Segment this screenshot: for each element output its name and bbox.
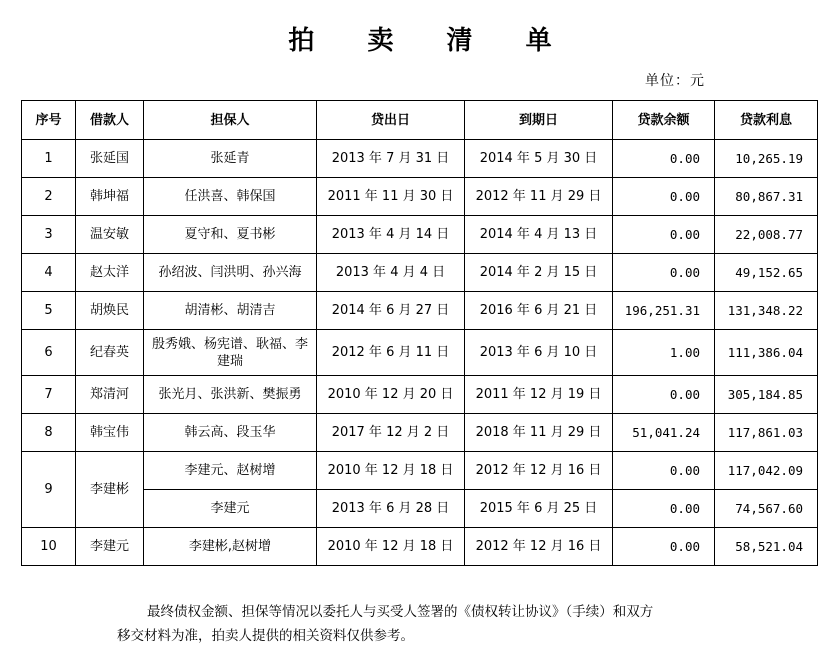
header-index: 序号 — [22, 101, 76, 140]
row-due-date: 2014 年 5 月 30 日 — [465, 140, 613, 178]
row-loan-date: 2010 年 12 月 20 日 — [317, 376, 465, 414]
table-row — [22, 528, 818, 566]
table-row — [22, 414, 818, 452]
table-row — [22, 330, 818, 376]
header-loan-date: 贷出日 — [317, 101, 465, 140]
header-due-date: 到期日 — [465, 101, 613, 140]
header-borrower: 借款人 — [76, 101, 144, 140]
row-due-date: 2012 年 12 月 16 日 — [465, 452, 613, 490]
row-balance: 0.00 — [613, 452, 715, 490]
row-loan-date: 2013 年 4 月 4 日 — [317, 254, 465, 292]
table-header-row — [22, 101, 818, 140]
header-guarantor: 担保人 — [144, 101, 317, 140]
row-due-date: 2014 年 2 月 15 日 — [465, 254, 613, 292]
row-due-date: 2014 年 4 月 13 日 — [465, 216, 613, 254]
table-row — [22, 178, 818, 216]
row-guarantor: 李建彬,赵树增 — [144, 528, 317, 566]
footer-line-2: 移交材料为准，拍卖人提供的相关资料仅供参考。 — [117, 628, 414, 644]
header-loan-balance: 贷款余额 — [613, 101, 715, 140]
row-interest: 10,265.19 — [715, 140, 818, 178]
footer-line-1: 最终债权金额、担保等情况以委托人与买受人签署的《债权转让协议》（手续）和双方 — [147, 604, 654, 620]
row-balance: 0.00 — [613, 490, 715, 528]
row-balance: 51,041.24 — [613, 414, 715, 452]
page-title: 拍 卖 清 单 — [288, 26, 574, 56]
auction-list-table — [21, 100, 818, 566]
row-due-date: 2015 年 6 月 25 日 — [465, 490, 613, 528]
row-interest: 58,521.04 — [715, 528, 818, 566]
row-interest: 131,348.22 — [715, 292, 818, 330]
table-row — [22, 292, 818, 330]
row-index: 1 — [22, 140, 76, 178]
row-due-date: 2011 年 12 月 19 日 — [465, 376, 613, 414]
row-loan-date: 2012 年 6 月 11 日 — [317, 330, 465, 376]
row-interest: 22,008.77 — [715, 216, 818, 254]
row-borrower: 张延国 — [76, 140, 144, 178]
row-loan-date: 2010 年 12 月 18 日 — [317, 452, 465, 490]
row-guarantor: 胡清彬、胡清吉 — [144, 292, 317, 330]
row-guarantor: 韩云高、段玉华 — [144, 414, 317, 452]
row-index: 10 — [22, 528, 76, 566]
row-borrower: 温安敏 — [76, 216, 144, 254]
row-index: 9 — [22, 452, 76, 528]
row-loan-date: 2017 年 12 月 2 日 — [317, 414, 465, 452]
row-due-date: 2012 年 11 月 29 日 — [465, 178, 613, 216]
row-borrower: 李建彬 — [76, 452, 144, 528]
row-guarantor: 孙绍波、闫洪明、孙兴海 — [144, 254, 317, 292]
row-interest: 305,184.85 — [715, 376, 818, 414]
row-balance: 0.00 — [613, 254, 715, 292]
row-loan-date: 2013 年 6 月 28 日 — [317, 490, 465, 528]
row-interest: 111,386.04 — [715, 330, 818, 376]
row-balance: 0.00 — [613, 140, 715, 178]
row-index: 7 — [22, 376, 76, 414]
table-row — [22, 376, 818, 414]
row-balance: 1.00 — [613, 330, 715, 376]
footer-note — [117, 600, 817, 648]
header-loan-interest: 贷款利息 — [715, 101, 818, 140]
row-borrower: 李建元 — [76, 528, 144, 566]
row-interest: 74,567.60 — [715, 490, 818, 528]
table-row — [22, 216, 818, 254]
row-borrower: 韩坤福 — [76, 178, 144, 216]
row-due-date: 2018 年 11 月 29 日 — [465, 414, 613, 452]
row-guarantor: 李建元 — [144, 490, 317, 528]
row-due-date: 2013 年 6 月 10 日 — [465, 330, 613, 376]
table-row — [22, 452, 818, 490]
row-due-date: 2016 年 6 月 21 日 — [465, 292, 613, 330]
row-loan-date: 2010 年 12 月 18 日 — [317, 528, 465, 566]
row-interest: 80,867.31 — [715, 178, 818, 216]
row-index: 8 — [22, 414, 76, 452]
row-borrower: 郑清河 — [76, 376, 144, 414]
row-guarantor: 任洪喜、韩保国 — [144, 178, 317, 216]
row-balance: 0.00 — [613, 216, 715, 254]
row-loan-date: 2013 年 7 月 31 日 — [317, 140, 465, 178]
row-loan-date: 2011 年 11 月 30 日 — [317, 178, 465, 216]
row-balance: 0.00 — [613, 528, 715, 566]
row-borrower: 韩宝伟 — [76, 414, 144, 452]
row-guarantor: 李建元、赵树增 — [144, 452, 317, 490]
row-guarantor: 夏守和、夏书彬 — [144, 216, 317, 254]
row-balance: 196,251.31 — [613, 292, 715, 330]
row-interest: 117,861.03 — [715, 414, 818, 452]
row-index: 3 — [22, 216, 76, 254]
table-row — [22, 254, 818, 292]
row-guarantor: 殷秀娥、杨宪谱、耿福、李建瑞 — [144, 330, 317, 376]
table-row — [22, 140, 818, 178]
row-index: 2 — [22, 178, 76, 216]
row-interest: 49,152.65 — [715, 254, 818, 292]
row-due-date: 2012 年 12 月 16 日 — [465, 528, 613, 566]
row-index: 6 — [22, 330, 76, 376]
row-index: 4 — [22, 254, 76, 292]
row-guarantor: 张延青 — [144, 140, 317, 178]
unit-label: 单位：元 — [645, 73, 705, 89]
row-borrower: 胡焕民 — [76, 292, 144, 330]
row-balance: 0.00 — [613, 376, 715, 414]
row-borrower: 赵太洋 — [76, 254, 144, 292]
row-index: 5 — [22, 292, 76, 330]
row-guarantor: 张光月、张洪新、樊振勇 — [144, 376, 317, 414]
row-borrower: 纪春英 — [76, 330, 144, 376]
row-loan-date: 2013 年 4 月 14 日 — [317, 216, 465, 254]
row-loan-date: 2014 年 6 月 27 日 — [317, 292, 465, 330]
row-balance: 0.00 — [613, 178, 715, 216]
row-interest: 117,042.09 — [715, 452, 818, 490]
